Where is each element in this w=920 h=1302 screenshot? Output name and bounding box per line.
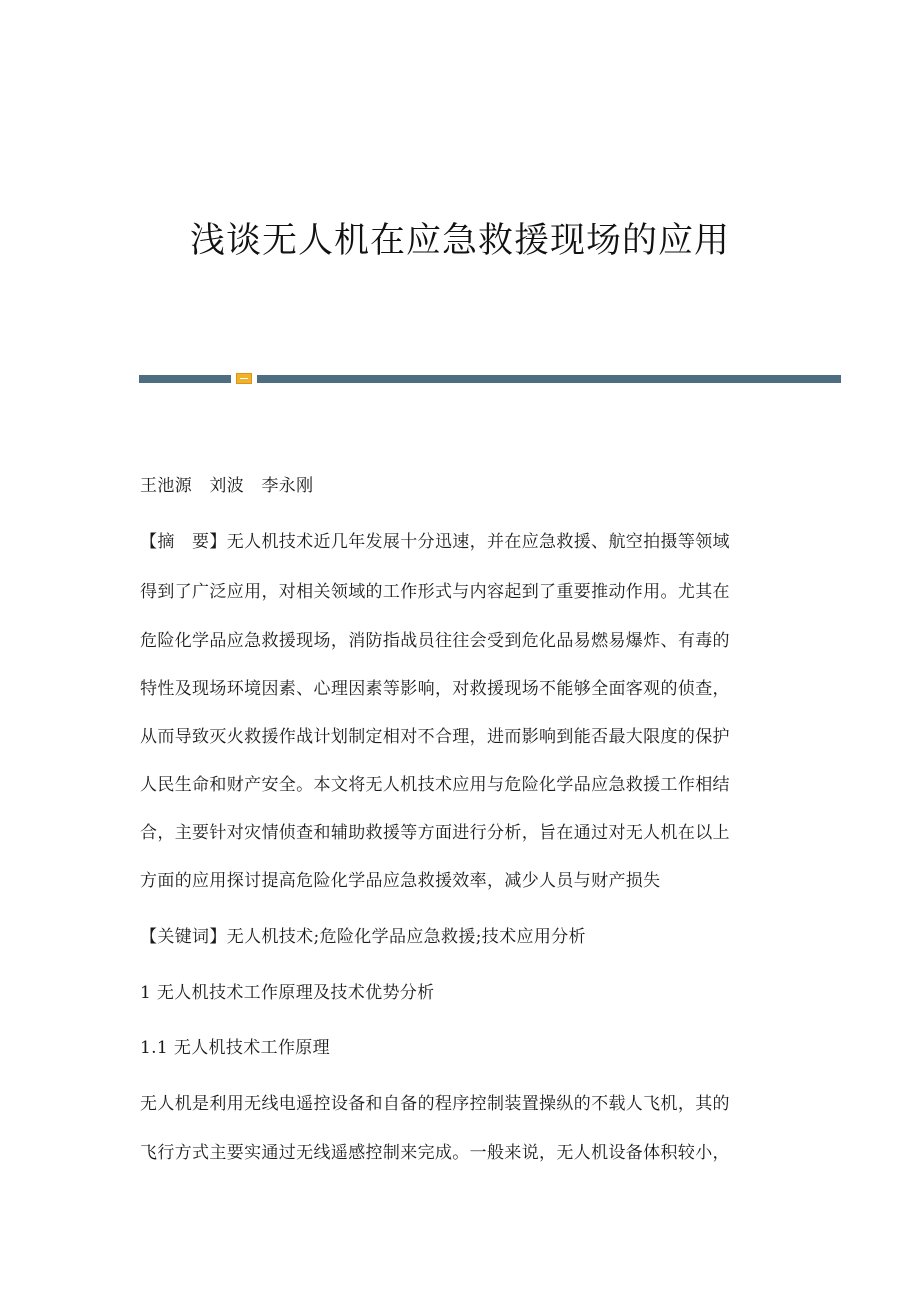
abstract-line: 合，主要针对灾情侦查和辅助救援等方面进行分析，旨在通过对无人机在以上 — [140, 823, 730, 843]
title-divider-right — [257, 375, 841, 383]
section-heading-1-1: 1.1 无人机技术工作原理 — [140, 1038, 330, 1058]
abstract-line: 人民生命和财产安全。本文将无人机技术应用与危险化学品应急救援工作相结 — [140, 775, 730, 795]
abstract-line: 从而导致灭火救援作战计划制定相对不合理，进而影响到能否最大限度的保护 — [140, 727, 730, 747]
keywords: 【关键词】无人机技术;危险化学品应急救援;技术应用分析 — [140, 927, 586, 947]
body-line: 飞行方式主要实通过无线遥感控制来完成。一般来说，无人机设备体积较小， — [140, 1143, 730, 1163]
abstract-line: 特性及现场环境因素、心理因素等影响，对救援现场不能够全面客观的侦查， — [140, 679, 730, 699]
abstract-line: 方面的应用探讨提高危险化学品应急救援效率，减少人员与财产损失 — [140, 871, 661, 891]
abstract-line: 得到了广泛应用，对相关领域的工作形式与内容起到了重要推动作用。尤其在 — [140, 582, 730, 602]
title-divider-left — [139, 375, 231, 383]
body-line: 无人机是利用无线电遥控设备和自备的程序控制装置操纵的不载人飞机，其的 — [140, 1094, 730, 1114]
section-heading-1: 1 无人机技术工作原理及技术优势分析 — [140, 983, 435, 1003]
authors: 王池源 刘波 李永刚 — [140, 476, 314, 496]
document-title: 浅谈无人机在应急救援现场的应用 — [189, 221, 730, 261]
abstract-line: 【摘 要】无人机技术近几年发展十分迅速，并在应急救援、航空拍摄等领域 — [140, 532, 730, 552]
abstract-line: 危险化学品应急救援现场，消防指战员往往会受到危化品易燃易爆炸、有毒的 — [140, 631, 730, 651]
divider-ornament-icon — [236, 373, 252, 384]
